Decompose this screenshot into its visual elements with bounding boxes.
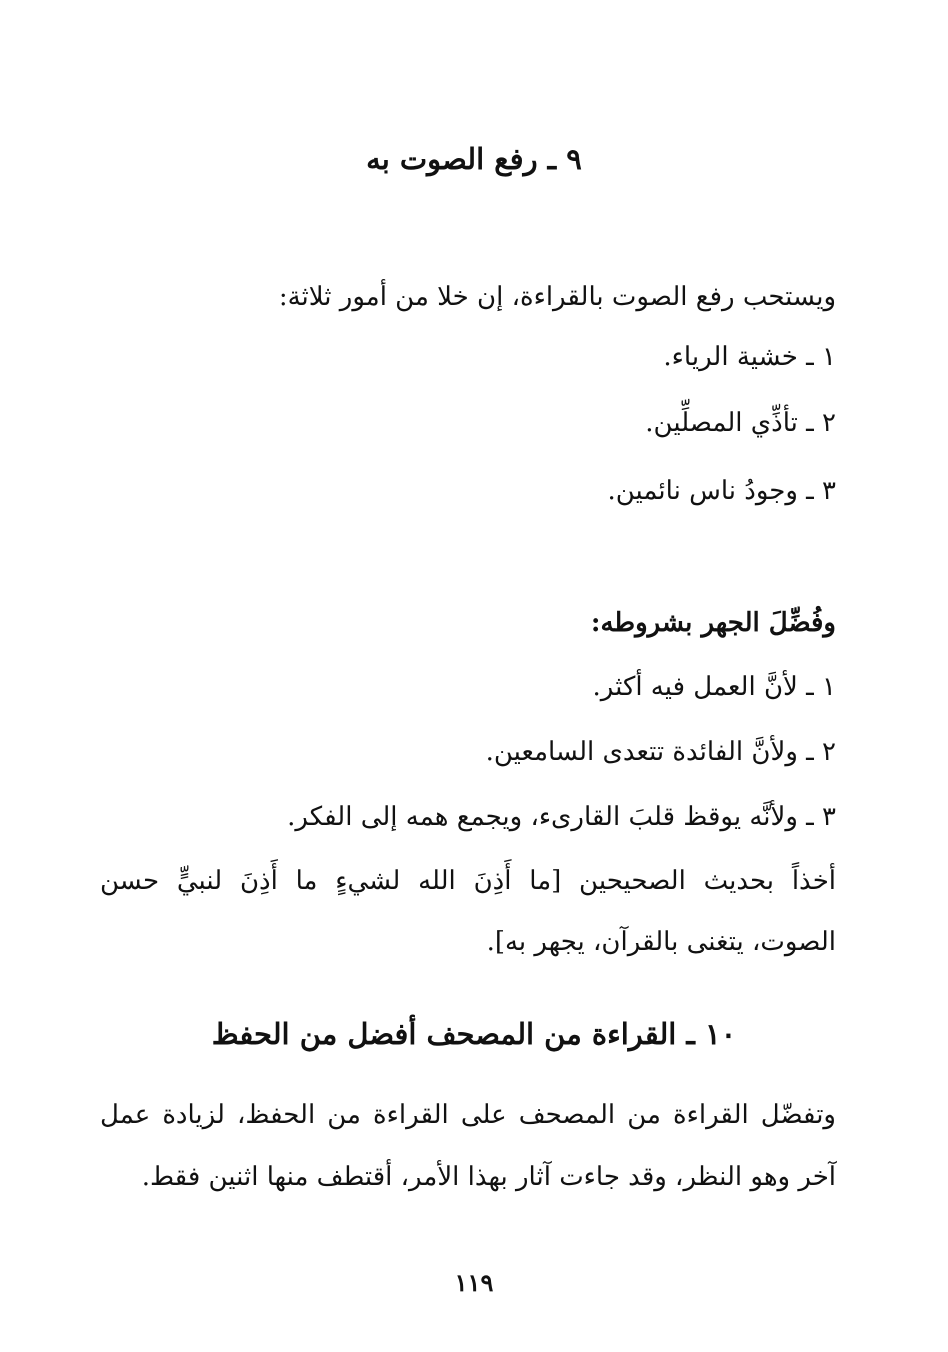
hadith-line-1: أخذاً بحديث الصحيحين [ما أَذِنَ الله لشيءٍ ما أَذِنَ لنبيٍّ حسن <box>100 866 836 896</box>
list-item-1: ١ ـ خشية الرياء. <box>663 342 836 372</box>
list-item-3: ٣ ـ وجودُ ناس نائمين. <box>607 476 836 506</box>
merit-item-1: ١ ـ لأنَّ العمل فيه أكثر. <box>592 672 836 702</box>
merit-item-2: ٢ ـ ولأنَّ الفائدة تتعدى السامعين. <box>485 737 836 767</box>
section-9-intro: ويستحب رفع الصوت بالقراءة، إن خلا من أمور ثلاثة: <box>278 282 836 312</box>
merit-item-3: ٣ ـ ولأنَّه يوقظ قلبَ القارىء، ويجمع همه إلى الفكر. <box>287 802 836 832</box>
merit-title: وفُضِّلَ الجهر بشروطه: <box>590 608 836 638</box>
page-number: ١١٩ <box>454 1268 494 1297</box>
section-9-heading: ٩ ـ رفع الصوت به <box>366 142 582 176</box>
section-10-para-line-1: وتفضّل القراءة من المصحف على القراءة من الحفظ، لزيادة عمل <box>100 1100 836 1130</box>
section-10-para-line-2: آخر وهو النظر، وقد جاءت آثار بهذا الأمر، أقتطف منها اثنين فقط. <box>141 1162 836 1192</box>
hadith-line-2: الصوت، يتغنى بالقرآن، يجهر به]. <box>486 927 836 957</box>
list-item-2: ٢ ـ تأذِّي المصلِّين. <box>645 408 836 438</box>
section-10-heading: ١٠ ـ القراءة من المصحف أفضل من الحفظ <box>211 1017 737 1051</box>
